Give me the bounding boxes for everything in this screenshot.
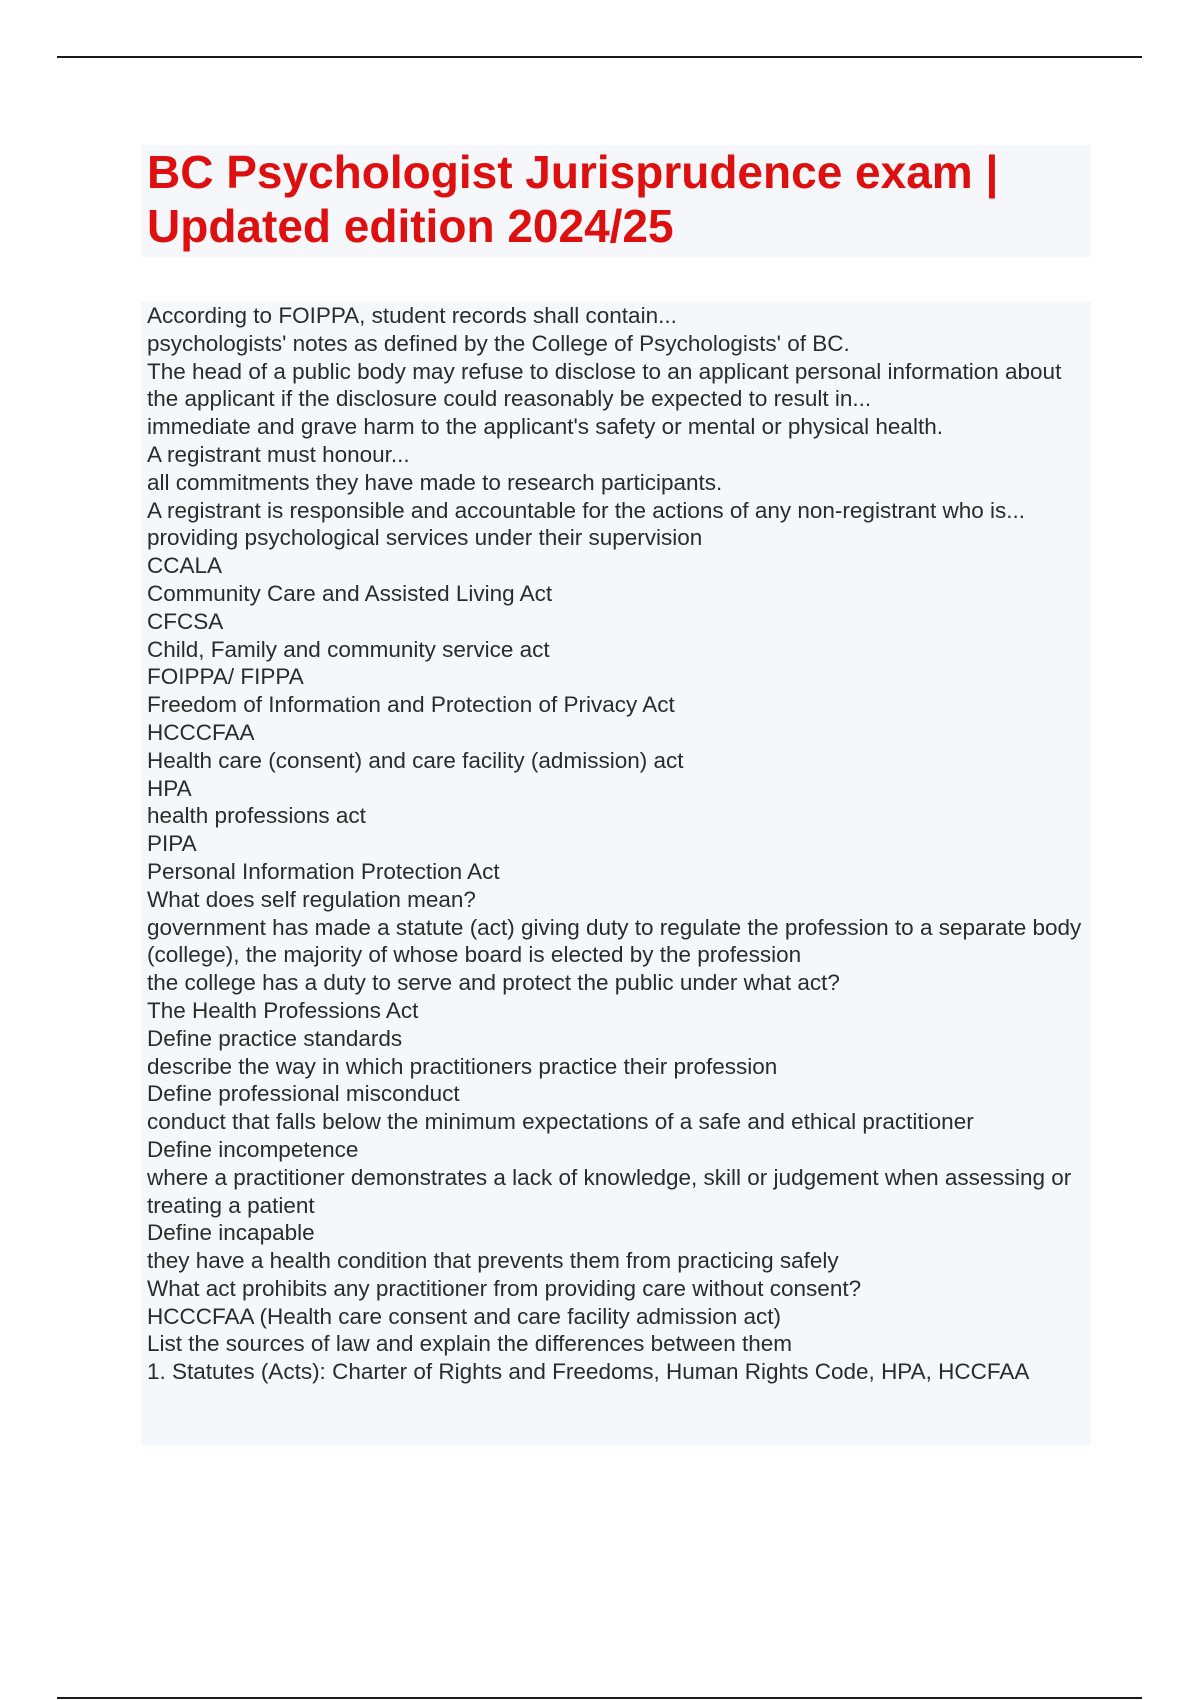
text-line: Health care (consent) and care facility (admission) act (147, 747, 684, 773)
text-line: FOIPPA/ FIPPA (147, 664, 304, 690)
text-line: According to FOIPPA, student records shall contain... (147, 303, 677, 328)
text-line: 1. Statutes (Acts): Charter of Rights and Freedoms, Human Rights Code, HPA, HCCFAA (147, 1359, 1030, 1385)
text-line: Community Care and Assisted Living Act (147, 580, 553, 606)
text-line: psychologists' notes as defined by the College of Psychologists' of BC. (147, 330, 850, 356)
text-line: conduct that falls below the minimum expectations of a safe and ethical practitioner (147, 1109, 974, 1135)
text-line: providing psychological services under their supervision (147, 525, 703, 551)
text-line: all commitments they have made to research participants. (147, 469, 723, 495)
text-line: HPA (147, 775, 192, 801)
text-line: A registrant is responsible and accountable for the actions of any non-registrant who is... (147, 497, 1025, 523)
text-line: HCCCFAA (147, 719, 255, 745)
text-line: List the sources of law and explain the differences between them (147, 1331, 792, 1357)
text-line: The head of a public body may refuse to disclose to an applicant personal information about the applicant if the disclosure could reasonably be expected to result in... (147, 358, 1062, 412)
text-line: Define professional misconduct (147, 1081, 460, 1107)
text-line: health professions act (147, 803, 366, 829)
content-panel (141, 302, 1091, 1445)
text-line: The Health Professions Act (147, 997, 419, 1023)
text-line: Personal Information Protection Act (147, 858, 500, 884)
text-line: HCCCFAA (Health care consent and care facility admission act) (147, 1303, 782, 1329)
text-line: where a practitioner demonstrates a lack of knowledge, skill or judgement when assessing or treating a patient (147, 1164, 1072, 1218)
content-lines (141, 302, 1091, 1386)
text-line: describe the way in which practitioners practice their profession (147, 1053, 778, 1079)
title-panel (141, 145, 1091, 257)
document-title: BC Psychologist Jurisprudence exam | Updated edition 2024/25 (147, 146, 999, 252)
text-line: Freedom of Information and Protection of Privacy Act (147, 692, 675, 718)
text-line: CCALA (147, 553, 223, 579)
text-line: Child, Family and community service act (147, 636, 550, 662)
text-line: immediate and grave harm to the applicant's safety or mental or physical health. (147, 414, 943, 440)
text-line: they have a health condition that prevents them from practicing safely (147, 1248, 839, 1274)
text-line: A registrant must honour... (147, 441, 410, 467)
text-line: Define practice standards (147, 1025, 403, 1051)
text-line: Define incapable (147, 1220, 315, 1246)
text-line: PIPA (147, 831, 197, 857)
text-line: the college has a duty to serve and protect the public under what act? (147, 970, 840, 996)
text-line: What does self regulation mean? (147, 886, 476, 912)
text-line: What act prohibits any practitioner from providing care without consent? (147, 1275, 862, 1301)
text-line: CFCSA (147, 608, 224, 634)
text-line: government has made a statute (act) giving duty to regulate the profession to a separate body (college), the majority of whose board is elected by the profession (147, 914, 1082, 968)
bottom-rule (57, 1697, 1142, 1699)
text-line: Define incompetence (147, 1136, 359, 1162)
top-rule (57, 56, 1142, 58)
